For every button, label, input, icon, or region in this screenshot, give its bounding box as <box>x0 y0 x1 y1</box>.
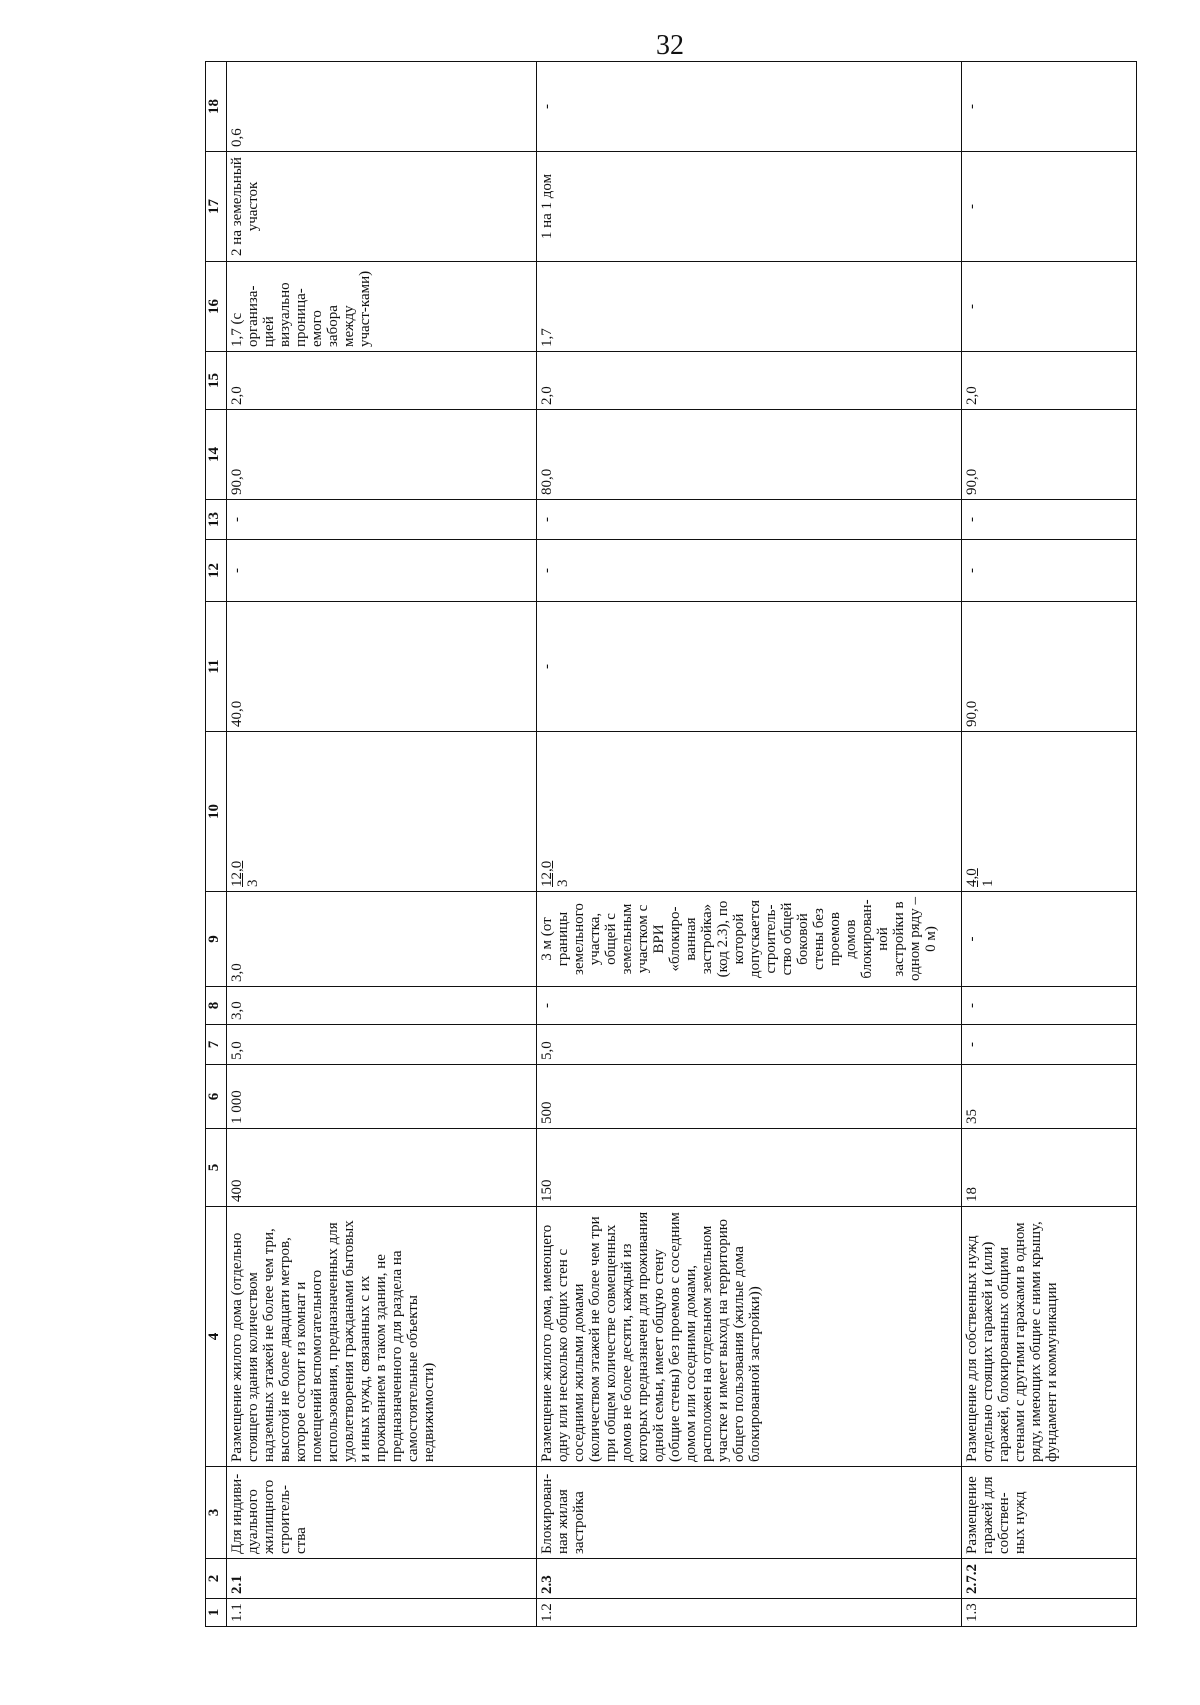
cell-col13: - <box>227 500 537 540</box>
cell-col10-bottom: 3 <box>555 879 571 887</box>
cell-col16: 1,7 (с организа-цией визуально проница-емого забора между участ-ками) <box>227 262 537 352</box>
cell-col12: - <box>227 540 537 602</box>
col-header: 16 <box>206 262 227 352</box>
cell-row-number: 1.3 <box>962 1599 1137 1627</box>
cell-col17: - <box>962 152 1137 262</box>
table-row <box>537 62 962 1627</box>
cell-col17: 2 на земельный участок <box>227 152 537 262</box>
land-use-regulations-table <box>205 61 1137 1627</box>
col-header: 13 <box>206 500 227 540</box>
cell-col13: - <box>962 500 1137 540</box>
cell-col10-top: 4,0 <box>964 868 980 887</box>
cell-vri-description: Размещение для собственных нужд отдельно стоящих гаражей и (или) гаражей, блокированных общими стенами с другими гаражами в одном ряду, имеющих общие с ними крышу, фундамент и коммуникации <box>962 1207 1137 1467</box>
cell-row-number: 1.1 <box>227 1599 537 1627</box>
cell-col15: 2,0 <box>537 352 962 410</box>
cell-col10 <box>537 732 962 892</box>
col-header: 9 <box>206 892 227 987</box>
cell-col7: 5,0 <box>537 1025 962 1065</box>
col-header: 5 <box>206 1129 227 1207</box>
cell-col14: 90,0 <box>962 410 1137 500</box>
cell-col16: 1,7 <box>537 262 962 352</box>
cell-col15: 2,0 <box>962 352 1137 410</box>
cell-col12: - <box>537 540 962 602</box>
cell-col5: 400 <box>227 1129 537 1207</box>
cell-col5: 150 <box>537 1129 962 1207</box>
col-header: 18 <box>206 62 227 152</box>
cell-col8: - <box>962 987 1137 1025</box>
cell-col10-top: 12,0 <box>539 860 555 887</box>
col-header: 10 <box>206 732 227 892</box>
page-number: 32 <box>656 30 684 61</box>
cell-col7: - <box>962 1025 1137 1065</box>
cell-vri-name: Блокирован-ная жилая застройка <box>537 1467 962 1559</box>
cell-col7: 5,0 <box>227 1025 537 1065</box>
col-header: 12 <box>206 540 227 602</box>
table-container <box>205 62 1135 1627</box>
cell-col18: - <box>537 62 962 152</box>
col-header: 7 <box>206 1025 227 1065</box>
cell-vri-code: 2.1 <box>227 1559 537 1599</box>
cell-col8: - <box>537 987 962 1025</box>
col-header: 8 <box>206 987 227 1025</box>
table-row <box>227 62 537 1627</box>
cell-col11: 90,0 <box>962 602 1137 732</box>
cell-col12: - <box>962 540 1137 602</box>
col-header: 1 <box>206 1599 227 1627</box>
cell-col11: - <box>537 602 962 732</box>
cell-col17: 1 на 1 дом <box>537 152 962 262</box>
cell-col5: 18 <box>962 1129 1137 1207</box>
cell-col10 <box>227 732 537 892</box>
col-header: 14 <box>206 410 227 500</box>
cell-col6: 500 <box>537 1065 962 1129</box>
cell-col6: 1 000 <box>227 1065 537 1129</box>
cell-col9: - <box>962 892 1137 987</box>
cell-col14: 80,0 <box>537 410 962 500</box>
cell-col15: 2,0 <box>227 352 537 410</box>
cell-col10 <box>962 732 1137 892</box>
cell-vri-description: Размещение жилого дома, имеющего одну или несколько общих стен с соседними жилыми домами (количеством этажей не более чем три при общем количестве совмещенных домов не более десяти, каждый из которых предназначен для проживания одной семьи, имеет общую стену (общие стены) без проемов с соседним домом или соседними домами, расположен на отдельном земельном участке и имеет выход на территорию общего пользования (жилые дома блокированной застройки)) <box>537 1207 962 1467</box>
cell-col14: 90,0 <box>227 410 537 500</box>
col-header: 17 <box>206 152 227 262</box>
cell-col16: - <box>962 262 1137 352</box>
cell-row-number: 1.2 <box>537 1599 962 1627</box>
col-header: 3 <box>206 1467 227 1559</box>
col-header: 11 <box>206 602 227 732</box>
cell-col13: - <box>537 500 962 540</box>
header-row <box>206 62 227 1627</box>
cell-col6: 35 <box>962 1065 1137 1129</box>
cell-vri-name: Размещение гаражей для собствен-ных нужд <box>962 1467 1137 1559</box>
cell-col10-bottom: 3 <box>245 879 261 887</box>
col-header: 4 <box>206 1207 227 1467</box>
cell-col18: - <box>962 62 1137 152</box>
cell-col11: 40,0 <box>227 602 537 732</box>
cell-vri-description: Размещение жилого дома (отдельно стоящего здания количеством надземных этажей не более чем три, высотой не более двадцати метров, которое состоит из комнат и помещений вспомогательного использования, предназначенных для удовлетворения гражданами бытовых и иных нужд, связанных с их проживанием в таком здании, не предназначенного для раздела на самостоятельные объекты недвижимости) <box>227 1207 537 1467</box>
cell-col9: 3 м (от границы земельного участка, общей с земельным участком с ВРИ «блокиро-ванная застройка» (код 2.3), по которой допускается строитель-ство общей боковой стены без проемов домов блокирован-ной застройки в одном ряду – 0 м) <box>537 892 962 987</box>
cell-vri-code: 2.7.2 <box>962 1559 1137 1599</box>
cell-col9: 3,0 <box>227 892 537 987</box>
col-header: 2 <box>206 1559 227 1599</box>
cell-col18: 0,6 <box>227 62 537 152</box>
cell-vri-name: Для индиви-дуального жилищного строитель-ства <box>227 1467 537 1559</box>
col-header: 15 <box>206 352 227 410</box>
cell-col10-bottom: 1 <box>980 879 996 887</box>
col-header: 6 <box>206 1065 227 1129</box>
cell-col8: 3,0 <box>227 987 537 1025</box>
cell-vri-code: 2.3 <box>537 1559 962 1599</box>
table-row <box>962 62 1137 1627</box>
cell-col10-top: 12,0 <box>229 860 245 887</box>
